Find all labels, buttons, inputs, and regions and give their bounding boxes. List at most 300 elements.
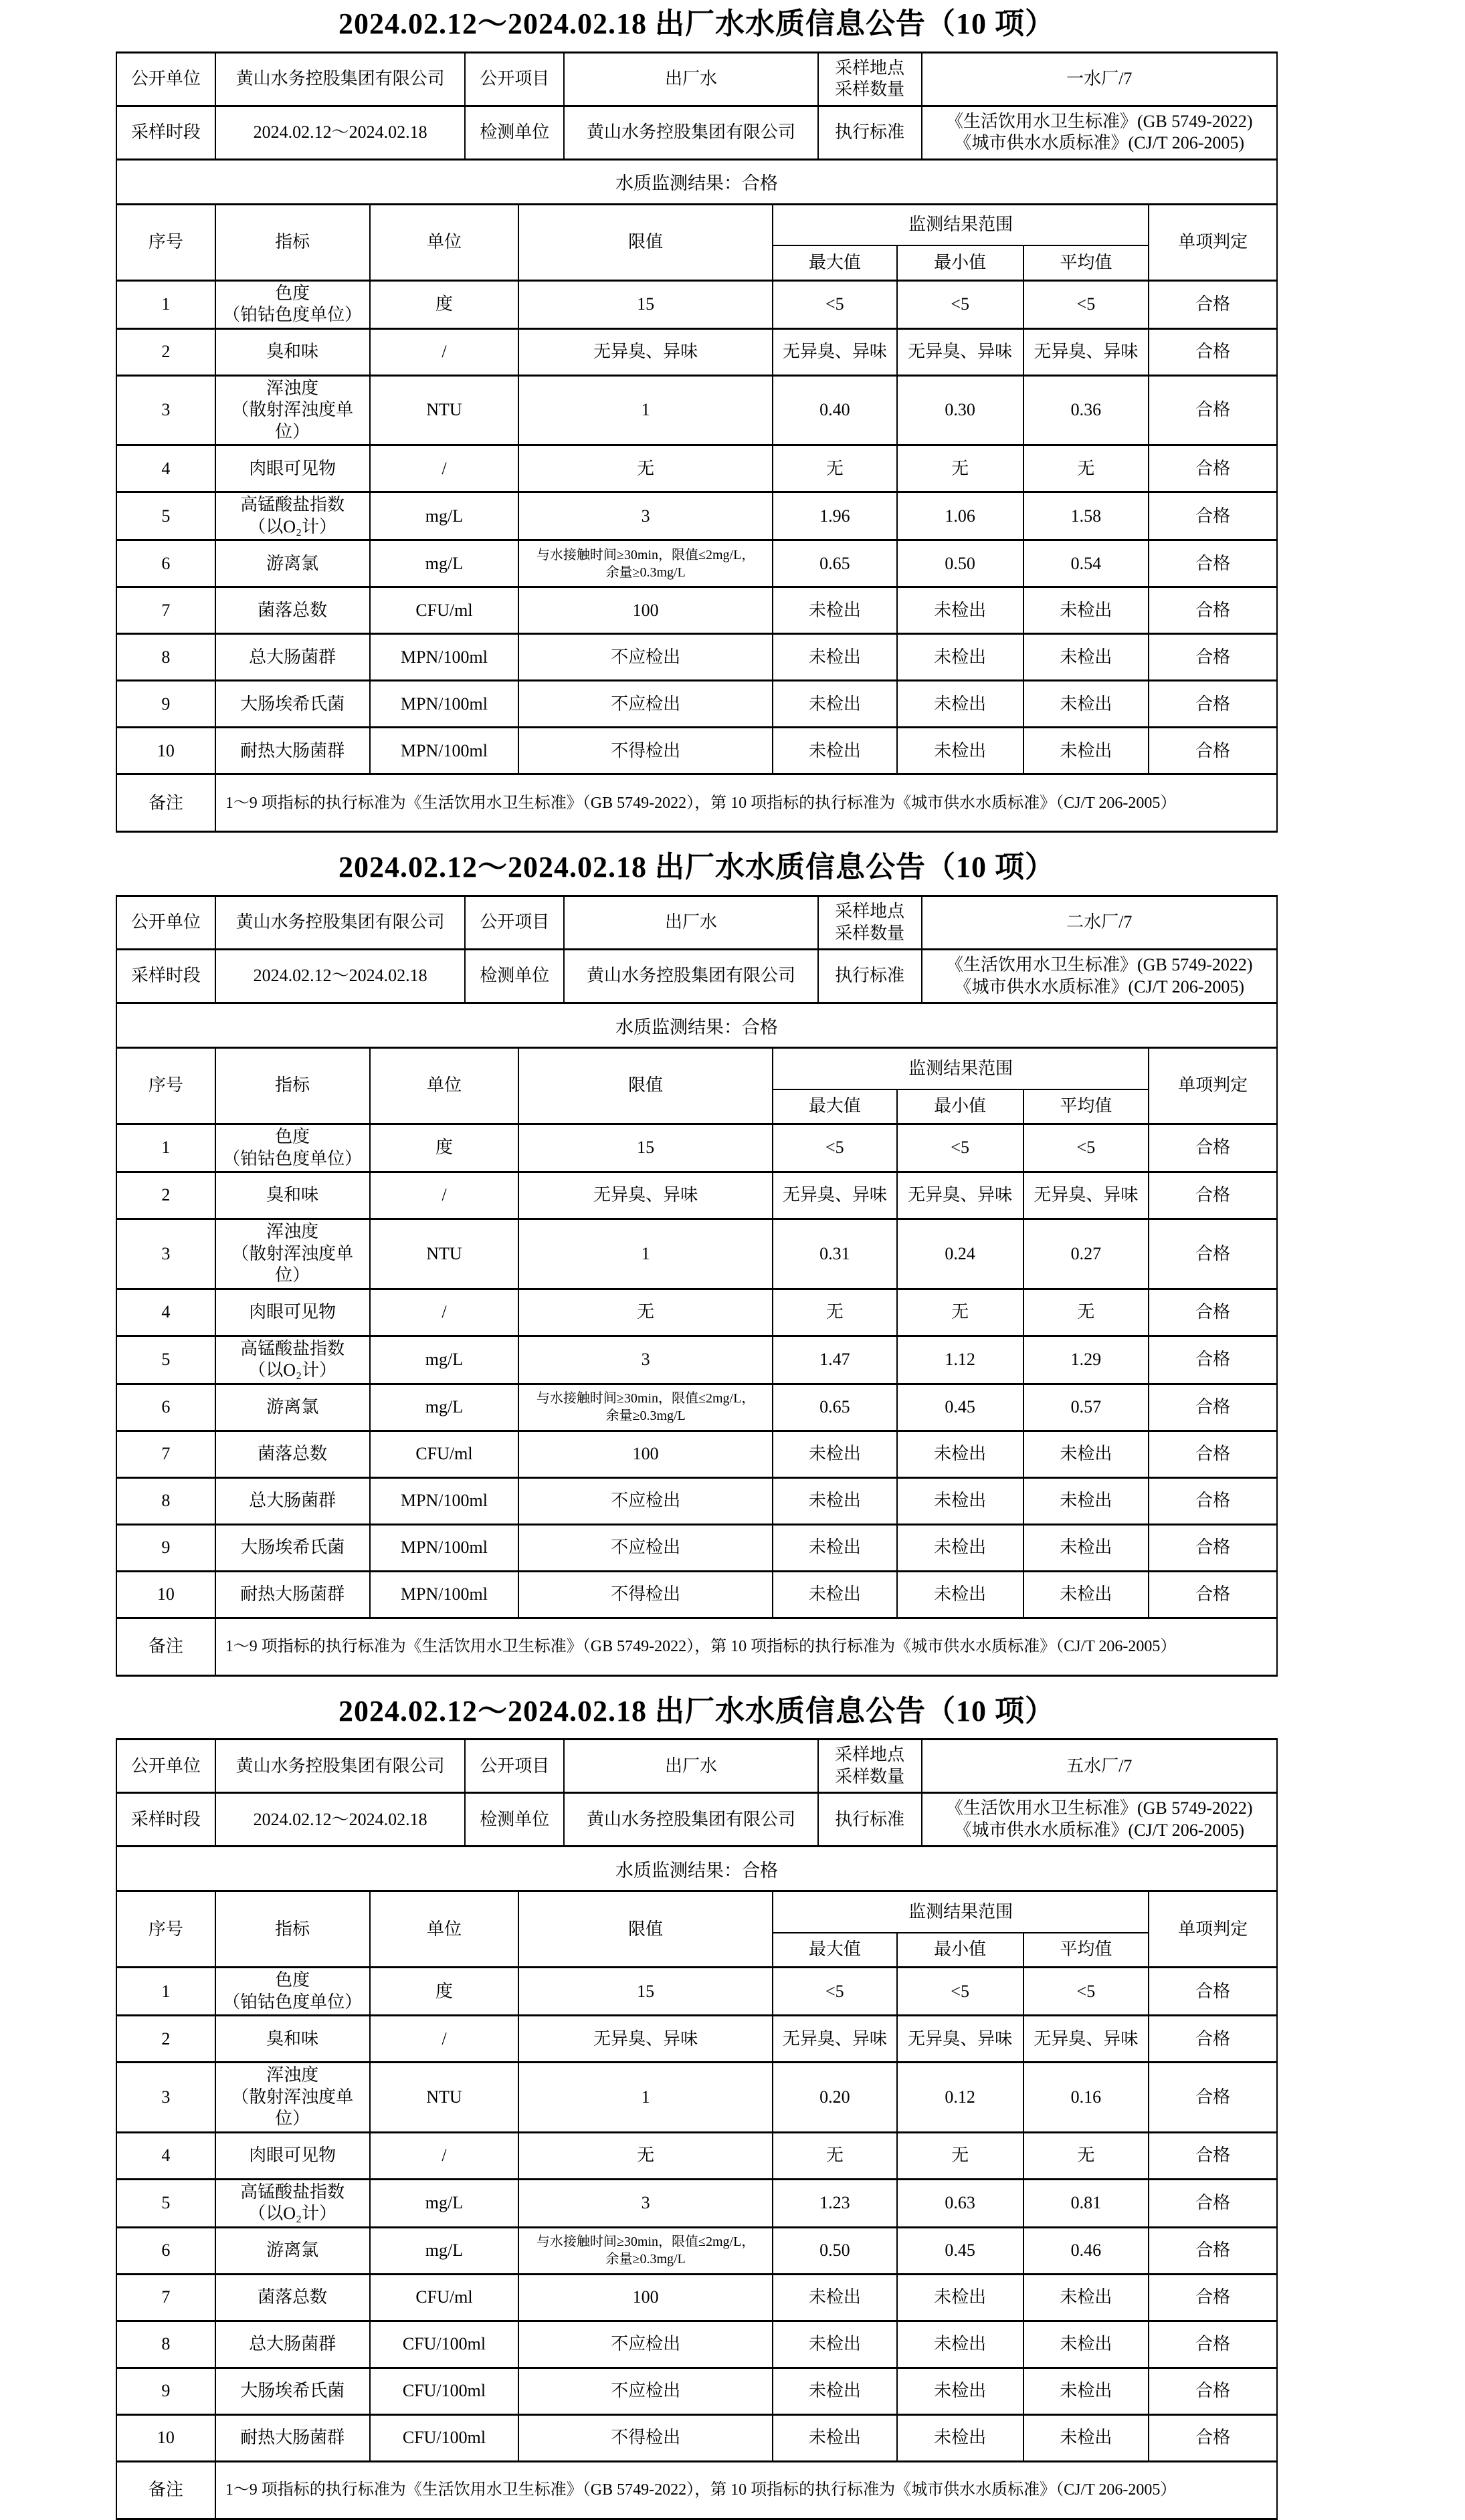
exec-standard-label: 执行标准 xyxy=(818,106,922,159)
limit-cell: 与水接触时间≥30min，限值≤2mg/L， 余量≥0.3mg/L xyxy=(518,1384,773,1431)
max-cell: 未检出 xyxy=(773,2274,897,2321)
seq-cell: 2 xyxy=(116,1172,215,1219)
result-row xyxy=(116,161,1278,203)
indicator-cell: 总大肠菌群 xyxy=(215,2321,370,2368)
max-cell: 未检出 xyxy=(773,2368,897,2414)
verdict-cell: 合格 xyxy=(1149,2414,1277,2461)
max-cell: 未检出 xyxy=(773,2321,897,2368)
limit-cell: 不应检出 xyxy=(518,1524,773,1571)
seq-cell: 10 xyxy=(116,2414,215,2461)
indicator-header: 指标 xyxy=(215,1048,370,1124)
max-cell: 无 xyxy=(773,2132,897,2179)
remark-row xyxy=(116,1618,1277,1675)
result-row xyxy=(116,1004,1278,1047)
limit-cell: 1 xyxy=(518,1219,773,1289)
avg-cell: 无 xyxy=(1023,1289,1149,1336)
min-header: 最小值 xyxy=(897,1933,1023,1968)
verdict-cell: 合格 xyxy=(1149,2016,1277,2063)
indicator-cell: 浑浊度 （散射浑浊度单位） xyxy=(215,375,370,445)
sample-site-label xyxy=(818,896,922,950)
publish-item-label: 公开项目 xyxy=(465,896,564,950)
max-cell: 0.65 xyxy=(773,1384,897,1431)
verdict-cell: 合格 xyxy=(1149,1968,1277,2016)
data-row xyxy=(116,587,1277,634)
indicator-cell: 总大肠菌群 xyxy=(215,634,370,681)
avg-cell: 0.54 xyxy=(1023,540,1149,587)
verdict-cell: 合格 xyxy=(1149,634,1277,681)
exec-standard-label: 执行标准 xyxy=(818,950,922,1003)
verdict-cell: 合格 xyxy=(1149,1289,1277,1336)
unit-header: 单位 xyxy=(370,204,519,280)
indicator-cell: 色度 （铂钴色度单位） xyxy=(215,1124,370,1172)
unit-cell: mg/L xyxy=(370,492,519,540)
unit-cell: / xyxy=(370,2132,519,2179)
min-cell: 无 xyxy=(897,2132,1023,2179)
remark-label: 备注 xyxy=(116,2461,215,2519)
avg-cell: 0.81 xyxy=(1023,2179,1149,2227)
indicator-cell: 游离氯 xyxy=(215,540,370,587)
exec-standard-label: 执行标准 xyxy=(818,1793,922,1847)
verdict-header: 单项判定 xyxy=(1149,1891,1277,1968)
seq-cell: 7 xyxy=(116,2274,215,2321)
sample-site-line: 采样地点 xyxy=(835,58,905,78)
limit-cell: 不应检出 xyxy=(518,2321,773,2368)
unit-cell: / xyxy=(370,2016,519,2063)
unit-cell: CFU/ml xyxy=(370,2274,519,2321)
seq-cell: 10 xyxy=(116,728,215,774)
seq-cell: 4 xyxy=(116,2132,215,2179)
remark-row xyxy=(116,2461,1277,2519)
exec-standard-line: 《生活饮用水卫生标准》(GB 5749-2022) xyxy=(945,1798,1253,1818)
seq-cell: 2 xyxy=(116,328,215,375)
seq-cell: 10 xyxy=(116,1571,215,1618)
limit-cell: 不得检出 xyxy=(518,1571,773,1618)
min-cell: 未检出 xyxy=(897,1571,1023,1618)
verdict-cell: 合格 xyxy=(1149,681,1277,728)
max-cell: 未检出 xyxy=(773,587,897,634)
verdict-cell: 合格 xyxy=(1149,2227,1277,2274)
data-row xyxy=(116,2063,1277,2133)
data-row xyxy=(116,728,1277,774)
min-cell: 0.50 xyxy=(897,540,1023,587)
data-row xyxy=(116,2414,1277,2461)
seq-cell: 4 xyxy=(116,1289,215,1336)
indicator-header: 指标 xyxy=(215,204,370,280)
unit-cell: 度 xyxy=(370,1124,519,1172)
limit-cell: 15 xyxy=(518,1968,773,2016)
avg-cell: <5 xyxy=(1023,280,1149,328)
indicator-cell: 臭和味 xyxy=(215,328,370,375)
unit-cell: 度 xyxy=(370,1968,519,2016)
verdict-cell: 合格 xyxy=(1149,1524,1277,1571)
limit-header: 限值 xyxy=(518,1048,773,1124)
publish-unit-value: 黄山水务控股集团有限公司 xyxy=(215,896,466,950)
sample-period-value: 2024.02.12～2024.02.18 xyxy=(215,106,466,159)
avg-cell: 1.29 xyxy=(1023,1336,1149,1384)
verdict-cell: 合格 xyxy=(1149,375,1277,445)
min-cell: 未检出 xyxy=(897,2368,1023,2414)
unit-cell: CFU/100ml xyxy=(370,2414,519,2461)
page-title: 2024.02.12～2024.02.18 出厂水水质信息公告（10 项） xyxy=(338,851,1055,884)
seq-cell: 5 xyxy=(116,2179,215,2227)
data-row xyxy=(116,1172,1277,1219)
unit-cell: mg/L xyxy=(370,2227,519,2274)
max-cell: 未检出 xyxy=(773,728,897,774)
data-row xyxy=(116,492,1277,540)
limit-cell: 100 xyxy=(518,1431,773,1477)
exec-standard-value xyxy=(922,950,1277,1003)
max-cell: 未检出 xyxy=(773,1524,897,1571)
header-row xyxy=(116,1048,1277,1089)
announcement-page xyxy=(116,0,1278,2520)
seq-cell: 3 xyxy=(116,2063,215,2133)
verdict-header: 单项判定 xyxy=(1149,204,1277,280)
data-row xyxy=(116,540,1277,587)
verdict-cell: 合格 xyxy=(1149,1336,1277,1384)
min-header: 最小值 xyxy=(897,245,1023,280)
indicator-cell: 肉眼可见物 xyxy=(215,1289,370,1336)
sample-site-label xyxy=(818,1740,922,1793)
remark-text: 1～9 项指标的执行标准为《生活饮用水卫生标准》（GB 5749-2022），第 10 项指标的执行标准为《城市供水水质标准》（CJ/T 206-2005） xyxy=(215,2461,1277,2519)
avg-cell: 未检出 xyxy=(1023,634,1149,681)
remark-label: 备注 xyxy=(116,1618,215,1675)
seq-cell: 3 xyxy=(116,1219,215,1289)
min-cell: <5 xyxy=(897,1968,1023,2016)
sample-site-value: 一水厂/7 xyxy=(922,52,1277,106)
min-cell: 未检出 xyxy=(897,681,1023,728)
unit-cell: MPN/100ml xyxy=(370,634,519,681)
info-table xyxy=(116,1738,1278,1847)
test-unit-value: 黄山水务控股集团有限公司 xyxy=(564,1793,818,1847)
data-row xyxy=(116,681,1277,728)
info-row xyxy=(116,950,1277,1003)
avg-cell: <5 xyxy=(1023,1124,1149,1172)
seq-cell: 6 xyxy=(116,540,215,587)
max-cell: <5 xyxy=(773,280,897,328)
data-row xyxy=(116,1289,1277,1336)
limit-cell: 不应检出 xyxy=(518,2368,773,2414)
max-cell: 1.23 xyxy=(773,2179,897,2227)
limit-cell: 无异臭、异味 xyxy=(518,328,773,375)
indicator-cell: 耐热大肠菌群 xyxy=(215,1571,370,1618)
limit-cell: 无 xyxy=(518,445,773,492)
min-cell: 未检出 xyxy=(897,634,1023,681)
data-row xyxy=(116,1124,1277,1172)
result-text: 水质监测结果：合格 xyxy=(615,1017,778,1037)
seq-cell: 8 xyxy=(116,1477,215,1524)
avg-cell: 未检出 xyxy=(1023,1477,1149,1524)
header-row xyxy=(116,204,1277,245)
data-row xyxy=(116,1384,1277,1431)
verdict-cell: 合格 xyxy=(1149,1219,1277,1289)
min-cell: 未检出 xyxy=(897,2321,1023,2368)
info-table xyxy=(116,51,1278,161)
sample-site-label xyxy=(818,52,922,106)
verdict-cell: 合格 xyxy=(1149,280,1277,328)
avg-cell: 0.46 xyxy=(1023,2227,1149,2274)
limit-cell: 不应检出 xyxy=(518,1477,773,1524)
min-cell: 0.12 xyxy=(897,2063,1023,2133)
indicator-cell: 菌落总数 xyxy=(215,587,370,634)
limit-cell: 与水接触时间≥30min，限值≤2mg/L， 余量≥0.3mg/L xyxy=(518,540,773,587)
seq-cell: 7 xyxy=(116,1431,215,1477)
unit-cell: mg/L xyxy=(370,2179,519,2227)
max-cell: 未检出 xyxy=(773,1431,897,1477)
exec-standard-line: 《城市供水水质标准》(CJ/T 206-2005) xyxy=(954,133,1245,153)
min-cell: 无 xyxy=(897,445,1023,492)
indicator-cell: 肉眼可见物 xyxy=(215,445,370,492)
limit-cell: 3 xyxy=(518,1336,773,1384)
min-cell: 未检出 xyxy=(897,2274,1023,2321)
max-header: 最大值 xyxy=(773,245,897,280)
seq-cell: 4 xyxy=(116,445,215,492)
sample-site-line: 采样数量 xyxy=(835,923,905,943)
unit-cell: NTU xyxy=(370,1219,519,1289)
exec-standard-value xyxy=(922,1793,1277,1847)
verdict-cell: 合格 xyxy=(1149,587,1277,634)
verdict-cell: 合格 xyxy=(1149,328,1277,375)
verdict-cell: 合格 xyxy=(1149,1384,1277,1431)
indicator-cell: 游离氯 xyxy=(215,2227,370,2274)
verdict-cell: 合格 xyxy=(1149,1431,1277,1477)
unit-header: 单位 xyxy=(370,1048,519,1124)
range-header: 监测结果范围 xyxy=(773,1048,1149,1089)
seq-cell: 5 xyxy=(116,492,215,540)
avg-cell: 未检出 xyxy=(1023,1431,1149,1477)
exec-standard-line: 《生活饮用水卫生标准》(GB 5749-2022) xyxy=(945,111,1253,131)
limit-cell: 无异臭、异味 xyxy=(518,1172,773,1219)
indicator-cell: 高锰酸盐指数 （以O₂计） xyxy=(215,2179,370,2227)
limit-cell: 无 xyxy=(518,2132,773,2179)
max-cell: <5 xyxy=(773,1124,897,1172)
min-cell: 未检出 xyxy=(897,587,1023,634)
max-cell: 0.31 xyxy=(773,1219,897,1289)
min-cell: 1.06 xyxy=(897,492,1023,540)
header-row xyxy=(116,1891,1277,1933)
announcement-block-2 xyxy=(116,850,1278,1676)
seq-cell: 1 xyxy=(116,1968,215,2016)
indicator-cell: 肉眼可见物 xyxy=(215,2132,370,2179)
unit-cell: / xyxy=(370,328,519,375)
data-table xyxy=(116,1047,1278,1677)
seq-cell: 9 xyxy=(116,1524,215,1571)
min-cell: 0.45 xyxy=(897,1384,1023,1431)
avg-cell: <5 xyxy=(1023,1968,1149,2016)
indicator-cell: 耐热大肠菌群 xyxy=(215,2414,370,2461)
info-row xyxy=(116,896,1277,950)
announcement-block-1 xyxy=(116,7,1278,833)
result-row xyxy=(116,1847,1278,1890)
unit-cell: CFU/100ml xyxy=(370,2368,519,2414)
indicator-cell: 浑浊度 （散射浑浊度单位） xyxy=(215,1219,370,1289)
min-cell: 未检出 xyxy=(897,1524,1023,1571)
min-cell: 1.12 xyxy=(897,1336,1023,1384)
exec-standard-value xyxy=(922,106,1277,159)
publish-unit-label: 公开单位 xyxy=(116,896,215,950)
max-cell: 无 xyxy=(773,445,897,492)
sample-site-line: 采样数量 xyxy=(835,80,905,100)
test-unit-value: 黄山水务控股集团有限公司 xyxy=(564,950,818,1003)
sample-site-value: 二水厂/7 xyxy=(922,896,1277,950)
remark-text: 1～9 项指标的执行标准为《生活饮用水卫生标准》（GB 5749-2022），第 10 项指标的执行标准为《城市供水水质标准》（CJ/T 206-2005） xyxy=(215,1618,1277,1675)
unit-cell: MPN/100ml xyxy=(370,1477,519,1524)
indicator-cell: 高锰酸盐指数 （以O₂计） xyxy=(215,1336,370,1384)
indicator-cell: 总大肠菌群 xyxy=(215,1477,370,1524)
limit-cell: 不得检出 xyxy=(518,728,773,774)
seq-cell: 9 xyxy=(116,681,215,728)
verdict-cell: 合格 xyxy=(1149,540,1277,587)
indicator-cell: 游离氯 xyxy=(215,1384,370,1431)
seq-cell: 7 xyxy=(116,587,215,634)
limit-cell: 无 xyxy=(518,1289,773,1336)
limit-header: 限值 xyxy=(518,1891,773,1968)
max-cell: 1.47 xyxy=(773,1336,897,1384)
result-text: 水质监测结果：合格 xyxy=(615,173,778,194)
test-unit-value: 黄山水务控股集团有限公司 xyxy=(564,106,818,159)
sample-period-value: 2024.02.12～2024.02.18 xyxy=(215,950,466,1003)
avg-cell: 无 xyxy=(1023,2132,1149,2179)
limit-cell: 100 xyxy=(518,587,773,634)
indicator-cell: 臭和味 xyxy=(215,2016,370,2063)
publish-unit-value: 黄山水务控股集团有限公司 xyxy=(215,52,466,106)
limit-cell: 3 xyxy=(518,492,773,540)
verdict-cell: 合格 xyxy=(1149,1571,1277,1618)
min-cell: 未检出 xyxy=(897,728,1023,774)
verdict-cell: 合格 xyxy=(1149,1477,1277,1524)
sample-site-line: 采样地点 xyxy=(835,1745,905,1765)
limit-cell: 15 xyxy=(518,280,773,328)
test-unit-label: 检测单位 xyxy=(465,1793,564,1847)
unit-cell: NTU xyxy=(370,375,519,445)
publish-unit-label: 公开单位 xyxy=(116,1740,215,1793)
unit-cell: MPN/100ml xyxy=(370,1571,519,1618)
avg-header: 平均值 xyxy=(1023,245,1149,280)
sample-period-label: 采样时段 xyxy=(116,106,215,159)
limit-cell: 与水接触时间≥30min，限值≤2mg/L， 余量≥0.3mg/L xyxy=(518,2227,773,2274)
publish-item-label: 公开项目 xyxy=(465,52,564,106)
exec-standard-line: 《生活饮用水卫生标准》(GB 5749-2022) xyxy=(945,955,1253,975)
data-row xyxy=(116,1524,1277,1571)
page-title: 2024.02.12～2024.02.18 出厂水水质信息公告（10 项） xyxy=(338,7,1055,40)
unit-cell: 度 xyxy=(370,280,519,328)
verdict-cell: 合格 xyxy=(1149,728,1277,774)
sample-period-label: 采样时段 xyxy=(116,1793,215,1847)
seq-cell: 8 xyxy=(116,2321,215,2368)
publish-item-value: 出厂水 xyxy=(564,52,818,106)
verdict-cell: 合格 xyxy=(1149,445,1277,492)
avg-header: 平均值 xyxy=(1023,1933,1149,1968)
avg-cell: 1.58 xyxy=(1023,492,1149,540)
seq-cell: 2 xyxy=(116,2016,215,2063)
indicator-cell: 浑浊度 （散射浑浊度单位） xyxy=(215,2063,370,2133)
limit-cell: 不应检出 xyxy=(518,681,773,728)
unit-cell: mg/L xyxy=(370,540,519,587)
sample-period-value: 2024.02.12～2024.02.18 xyxy=(215,1793,466,1847)
seq-header: 序号 xyxy=(116,1891,215,1968)
limit-header: 限值 xyxy=(518,204,773,280)
avg-cell: 未检出 xyxy=(1023,1524,1149,1571)
data-row xyxy=(116,2368,1277,2414)
verdict-cell: 合格 xyxy=(1149,2274,1277,2321)
range-header: 监测结果范围 xyxy=(773,1891,1149,1933)
max-cell: 0.40 xyxy=(773,375,897,445)
min-cell: <5 xyxy=(897,280,1023,328)
seq-header: 序号 xyxy=(116,204,215,280)
remark-text: 1～9 项指标的执行标准为《生活饮用水卫生标准》（GB 5749-2022），第 10 项指标的执行标准为《城市供水水质标准》（CJ/T 206-2005） xyxy=(215,774,1277,832)
seq-cell: 9 xyxy=(116,2368,215,2414)
avg-cell: 未检出 xyxy=(1023,1571,1149,1618)
avg-cell: 未检出 xyxy=(1023,2274,1149,2321)
data-row xyxy=(116,2132,1277,2179)
indicator-cell: 菌落总数 xyxy=(215,1431,370,1477)
avg-cell: 未检出 xyxy=(1023,728,1149,774)
limit-cell: 不应检出 xyxy=(518,634,773,681)
test-unit-label: 检测单位 xyxy=(465,106,564,159)
seq-cell: 5 xyxy=(116,1336,215,1384)
avg-cell: 未检出 xyxy=(1023,587,1149,634)
seq-cell: 1 xyxy=(116,1124,215,1172)
avg-cell: 无异臭、异味 xyxy=(1023,2016,1149,2063)
max-cell: 1.96 xyxy=(773,492,897,540)
max-cell: 未检出 xyxy=(773,1571,897,1618)
data-row xyxy=(116,1431,1277,1477)
unit-cell: MPN/100ml xyxy=(370,681,519,728)
test-unit-label: 检测单位 xyxy=(465,950,564,1003)
exec-standard-line: 《城市供水水质标准》(CJ/T 206-2005) xyxy=(954,1820,1245,1840)
avg-cell: 未检出 xyxy=(1023,681,1149,728)
data-row xyxy=(116,2321,1277,2368)
avg-header: 平均值 xyxy=(1023,1089,1149,1124)
seq-header: 序号 xyxy=(116,1048,215,1124)
indicator-cell: 色度 （铂钴色度单位） xyxy=(215,280,370,328)
result-text: 水质监测结果：合格 xyxy=(615,1860,778,1881)
info-row xyxy=(116,1793,1277,1847)
unit-cell: / xyxy=(370,1172,519,1219)
sample-site-line: 采样数量 xyxy=(835,1766,905,1786)
max-cell: 未检出 xyxy=(773,2414,897,2461)
data-row xyxy=(116,375,1277,445)
unit-cell: CFU/ml xyxy=(370,1431,519,1477)
min-cell: 无 xyxy=(897,1289,1023,1336)
data-row xyxy=(116,634,1277,681)
min-cell: 无异臭、异味 xyxy=(897,1172,1023,1219)
page-title: 2024.02.12～2024.02.18 出厂水水质信息公告（10 项） xyxy=(338,1694,1055,1727)
data-row xyxy=(116,2227,1277,2274)
max-cell: 无 xyxy=(773,1289,897,1336)
verdict-cell: 合格 xyxy=(1149,1172,1277,1219)
max-header: 最大值 xyxy=(773,1933,897,1968)
max-cell: 未检出 xyxy=(773,681,897,728)
limit-cell: 15 xyxy=(518,1124,773,1172)
min-header: 最小值 xyxy=(897,1089,1023,1124)
avg-cell: 0.16 xyxy=(1023,2063,1149,2133)
publish-item-label: 公开项目 xyxy=(465,1740,564,1793)
unit-header: 单位 xyxy=(370,1891,519,1968)
data-row xyxy=(116,2179,1277,2227)
publish-unit-label: 公开单位 xyxy=(116,52,215,106)
info-table xyxy=(116,895,1278,1004)
seq-cell: 1 xyxy=(116,280,215,328)
min-cell: 未检出 xyxy=(897,1477,1023,1524)
unit-cell: / xyxy=(370,1289,519,1336)
min-cell: 无异臭、异味 xyxy=(897,2016,1023,2063)
unit-cell: MPN/100ml xyxy=(370,728,519,774)
verdict-cell: 合格 xyxy=(1149,1124,1277,1172)
avg-cell: 未检出 xyxy=(1023,2414,1149,2461)
max-cell: 无异臭、异味 xyxy=(773,1172,897,1219)
indicator-cell: 高锰酸盐指数 （以O₂计） xyxy=(215,492,370,540)
avg-cell: 无异臭、异味 xyxy=(1023,328,1149,375)
